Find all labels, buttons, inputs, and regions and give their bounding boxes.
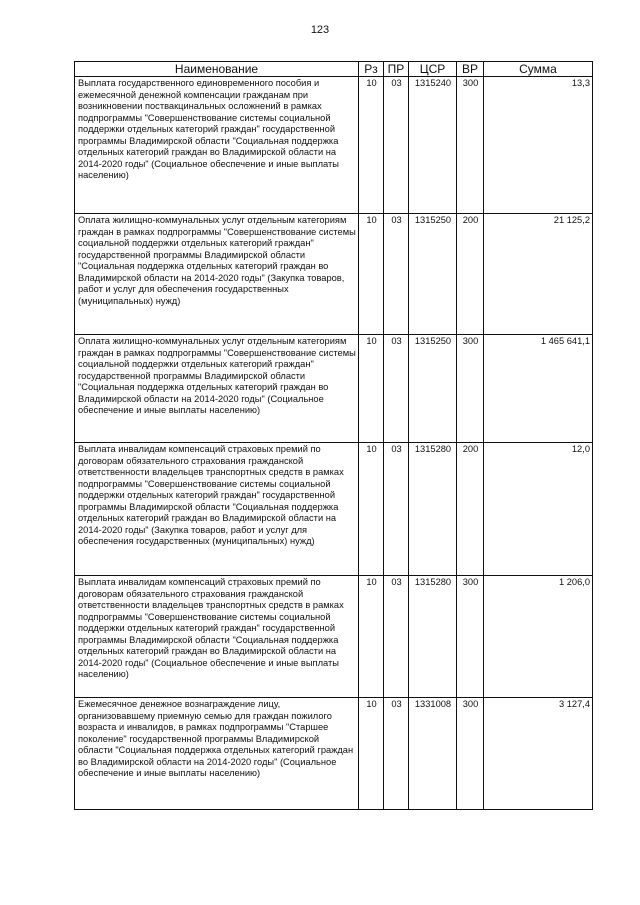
- column-header-csr: ЦСР: [409, 62, 457, 77]
- row-vr: 200: [457, 214, 484, 335]
- table-row: [75, 77, 593, 214]
- row-name: Оплата жилищно-коммунальных услуг отдельным категориям граждан в рамках подпрограммы "Совершенствование системы социальной поддержки отдельных категорий граждан" государственной программы Владимирской области "Социальная поддержка отдельных категорий граждан во Владимирской области на 2014-2020 годы" (Закупка товаров, работ и услуг для обеспечения государственных (муниципальных) нужд): [75, 214, 359, 335]
- row-rz: 10: [359, 698, 384, 810]
- budget-table: [74, 61, 593, 810]
- column-header-pr: ПР: [384, 62, 409, 77]
- row-csr: 1315250: [409, 214, 457, 335]
- row-pr: 03: [384, 214, 409, 335]
- row-sum: 3 127,4: [484, 698, 593, 810]
- row-csr: 1315240: [409, 77, 457, 214]
- row-rz: 10: [359, 335, 384, 443]
- row-pr: 03: [384, 443, 409, 576]
- table-header-row: [75, 62, 593, 77]
- row-csr: 1315280: [409, 443, 457, 576]
- row-sum: 13,3: [484, 77, 593, 214]
- row-csr: 1315250: [409, 335, 457, 443]
- table-row: [75, 335, 593, 443]
- row-sum: 12,0: [484, 443, 593, 576]
- row-vr: 300: [457, 335, 484, 443]
- row-vr: 200: [457, 443, 484, 576]
- row-rz: 10: [359, 77, 384, 214]
- row-name: Ежемесячное денежное вознаграждение лицу, организовавшему приемную семью для граждан пожилого возраста и инвалидов, в рамках подпрограммы "Старшее поколение" государственной программы Владимирской области "Социальная поддержка отдельных категорий граждан во Владимирской области на 2014-2020 годы" (Социальное обеспечение и иные выплаты населению): [75, 698, 359, 810]
- row-sum: 1 465 641,1: [484, 335, 593, 443]
- row-rz: 10: [359, 443, 384, 576]
- column-header-vr: ВР: [457, 62, 484, 77]
- row-name: Выплата государственного единовременного пособия и ежемесячной денежной компенсации гражданам при возникновении поствакцинальных осложнений в рамках подпрограммы "Совершенствование системы социальной поддержки отдельных категорий граждан" государственной программы Владимирской области "Социальная поддержка отдельных категорий граждан во Владимирской области на 2014-2020 годы" (Социальное обеспечение и иные выплаты населению): [75, 77, 359, 214]
- row-pr: 03: [384, 77, 409, 214]
- row-rz: 10: [359, 214, 384, 335]
- row-pr: 03: [384, 576, 409, 698]
- row-name: Оплата жилищно-коммунальных услуг отдельным категориям граждан в рамках подпрограммы "Совершенствование системы социальной поддержки отдельных категорий граждан" государственной программы Владимирской области "Социальная поддержка отдельных категорий граждан во Владимирской области на 2014-2020 годы" (Социальное обеспечение и иные выплаты населению): [75, 335, 359, 443]
- row-sum: 21 125,2: [484, 214, 593, 335]
- table-row: [75, 698, 593, 810]
- row-csr: 1331008: [409, 698, 457, 810]
- column-header-sum: Сумма: [484, 62, 593, 77]
- row-vr: 300: [457, 698, 484, 810]
- row-rz: 10: [359, 576, 384, 698]
- row-pr: 03: [384, 335, 409, 443]
- table-row: [75, 443, 593, 576]
- row-name: Выплата инвалидам компенсаций страховых премий по договорам обязательного страхования гражданской ответственности владельцев транспортных средств в рамках подпрограммы "Совершенствование системы социальной поддержки отдельных категорий граждан" государственной программы Владимирской области "Социальная поддержка отдельных категорий граждан во Владимирской области на 2014-2020 годы" (Социальное обеспечение и иные выплаты населению): [75, 576, 359, 698]
- table-row: [75, 214, 593, 335]
- row-csr: 1315280: [409, 576, 457, 698]
- row-vr: 300: [457, 77, 484, 214]
- row-name: Выплата инвалидам компенсаций страховых премий по договорам обязательного страхования гражданской ответственности владельцев транспортных средств в рамках подпрограммы "Совершенствование системы социальной поддержки отдельных категорий граждан" государственной программы Владимирской области "Социальная поддержка отдельных категорий граждан во Владимирской области на 2014-2020 годы" (Закупка товаров, работ и услуг для обеспечения государственных (муниципальных) нужд): [75, 443, 359, 576]
- table-row: [75, 576, 593, 698]
- page-number: 123: [310, 24, 330, 36]
- row-pr: 03: [384, 698, 409, 810]
- column-header-name: Наименование: [75, 62, 359, 77]
- row-vr: 300: [457, 576, 484, 698]
- row-sum: 1 206,0: [484, 576, 593, 698]
- column-header-rz: Рз: [359, 62, 384, 77]
